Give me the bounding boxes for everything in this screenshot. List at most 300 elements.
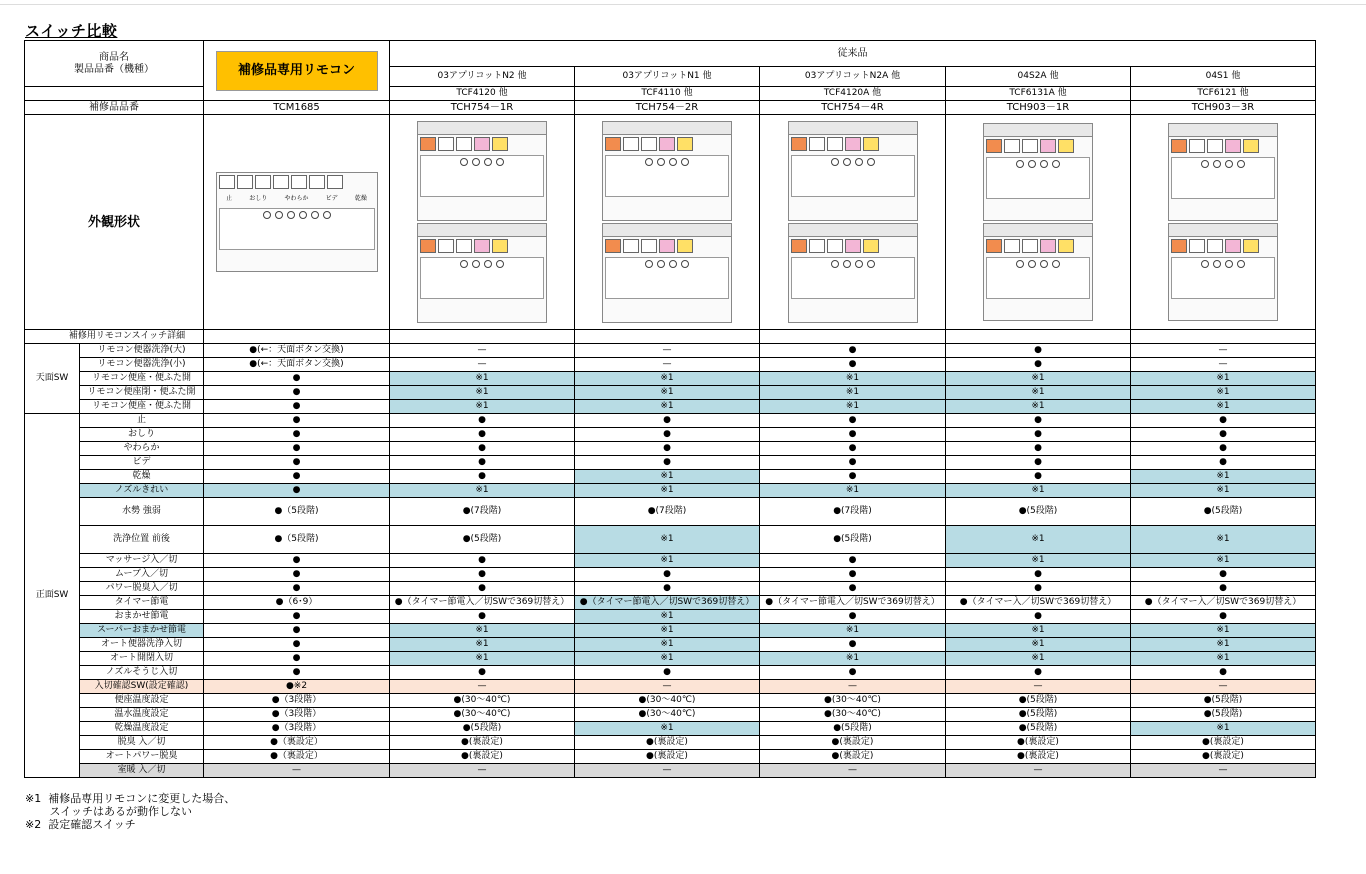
part-no-3: TCH754－4R	[760, 101, 946, 115]
table-cell: ●(5段階)	[390, 526, 575, 554]
footnote-1: ※1 補修品専用リモコンに変更した場合、	[25, 792, 236, 805]
conventional-remote-image	[983, 123, 1093, 221]
table-cell: ●（タイマー入／切SWで369切替え）	[1131, 596, 1316, 610]
row-label: オート開閉入切	[80, 652, 204, 666]
table-cell: ●	[946, 414, 1131, 428]
row-label: タイマー節電	[80, 596, 204, 610]
conventional-remote-image	[417, 223, 547, 323]
remote-dot-icon	[669, 158, 677, 166]
detail-empty	[760, 330, 946, 344]
table-cell: ●	[946, 568, 1131, 582]
conventional-remote-image	[417, 121, 547, 221]
table-cell: ●	[390, 470, 575, 484]
table-cell: ●	[946, 610, 1131, 624]
remote-dot-icon	[855, 260, 863, 268]
table-cell: —	[946, 680, 1131, 694]
row-label: 乾燥	[80, 470, 204, 484]
remote-button-icon	[863, 137, 879, 151]
remote-button-icon	[641, 239, 657, 253]
table-cell: ※1	[1131, 526, 1316, 554]
table-cell: ※1	[575, 638, 760, 652]
remote-label-dry: 乾燥	[354, 195, 367, 202]
table-cell: ●(裏設定)	[760, 736, 946, 750]
remote-dot-icon	[843, 158, 851, 166]
appearance-model-1	[390, 115, 575, 330]
table-cell: ●（タイマー節電入／切SWで369切替え）	[390, 596, 575, 610]
table-cell: ●	[575, 582, 760, 596]
remote-button-icon	[659, 137, 675, 151]
remote-dot-icon	[1201, 260, 1209, 268]
table-cell: ●	[204, 652, 390, 666]
table-cell: ●	[390, 414, 575, 428]
table-cell: ●	[1131, 442, 1316, 456]
table-cell: ※1	[390, 624, 575, 638]
table-cell: ※1	[760, 624, 946, 638]
row-label: 止	[80, 414, 204, 428]
table-cell: ●	[946, 442, 1131, 456]
table-row	[25, 736, 1316, 750]
remote-button-icon	[1004, 139, 1020, 153]
table-cell: ●	[204, 442, 390, 456]
table-cell: ※1	[575, 526, 760, 554]
remote-dot-icon	[645, 260, 653, 268]
table-cell: ●	[946, 456, 1131, 470]
model-name-5: 04S1 他	[1131, 67, 1316, 87]
remote-button-icon	[791, 239, 807, 253]
remote-button-icon	[845, 239, 861, 253]
table-cell: ●	[1131, 428, 1316, 442]
table-cell: ●	[575, 442, 760, 456]
remote-control-panel	[986, 257, 1090, 299]
table-cell: ●	[204, 414, 390, 428]
remote-dot-icon	[657, 158, 665, 166]
part-no-4: TCH903－1R	[946, 101, 1131, 115]
conventional-remote-image	[983, 223, 1093, 321]
remote-button-row	[984, 137, 1092, 155]
part-no-2: TCH754－2R	[575, 101, 760, 115]
table-cell: —	[575, 764, 760, 778]
remote-button-icon	[1171, 239, 1187, 253]
remote-dot-icon	[1213, 160, 1221, 168]
model-sub-1: TCF4120 他	[390, 87, 575, 101]
remote-dot-icon	[323, 211, 331, 219]
row-label: リモコン便座閉・便ふた開	[80, 386, 204, 400]
remote-dot-icon	[496, 158, 504, 166]
row-label: オートパワー脱臭	[80, 750, 204, 764]
detail-empty	[946, 330, 1131, 344]
remote-top-bar	[984, 124, 1092, 137]
table-cell: —	[575, 680, 760, 694]
table-cell: ●（タイマー節電入／切SWで369切替え）	[760, 596, 946, 610]
table-cell: ●	[204, 568, 390, 582]
model-sub-3: TCF4120A 他	[760, 87, 946, 101]
remote-dot-icon	[1040, 160, 1048, 168]
appearance-label: 外観形状	[25, 115, 204, 330]
table-cell: ●(5段階)	[946, 708, 1131, 722]
table-cell: ●(30～40℃)	[760, 708, 946, 722]
row-label: 水勢 強弱	[80, 498, 204, 526]
remote-button-icon	[492, 239, 508, 253]
remote-button-icon	[255, 175, 271, 189]
table-cell: ●	[760, 554, 946, 568]
remote-dot-icon	[263, 211, 271, 219]
remote-button-icon	[1207, 239, 1223, 253]
table-cell: ●	[204, 428, 390, 442]
appearance-model-5	[1131, 115, 1316, 330]
table-row	[25, 498, 1316, 526]
table-cell: —	[1131, 358, 1316, 372]
table-cell: ●	[390, 456, 575, 470]
conventional-remote-image	[602, 223, 732, 323]
table-cell: ●(裏設定)	[1131, 736, 1316, 750]
table-cell: ※1	[390, 652, 575, 666]
detail-empty	[390, 330, 575, 344]
remote-button-icon	[1040, 239, 1056, 253]
remote-button-row	[789, 135, 917, 153]
table-row	[25, 680, 1316, 694]
spacer-cell	[25, 87, 204, 101]
remote-dot-icon	[1052, 160, 1060, 168]
appearance-model-4	[946, 115, 1131, 330]
table-cell: ●	[760, 414, 946, 428]
table-cell: ※1	[1131, 470, 1316, 484]
table-cell: ※1	[575, 610, 760, 624]
remote-top-bar	[1169, 124, 1277, 137]
table-cell: ●(7段階)	[575, 498, 760, 526]
remote-button-row	[789, 237, 917, 255]
conventional-remote-image	[602, 121, 732, 221]
switch-comparison-table	[24, 40, 1316, 778]
remote-button-row	[984, 237, 1092, 255]
remote-button-icon	[456, 137, 472, 151]
table-cell: ●	[946, 428, 1131, 442]
row-label: 温水温度設定	[80, 708, 204, 722]
remote-button-icon	[1022, 239, 1038, 253]
table-cell: ●(5段階)	[760, 722, 946, 736]
appearance-model-3	[760, 115, 946, 330]
table-cell: —	[390, 680, 575, 694]
row-label: ビデ	[80, 456, 204, 470]
remote-button-icon	[623, 137, 639, 151]
table-cell: ●	[1131, 666, 1316, 680]
remote-button-icon	[809, 239, 825, 253]
remote-top-bar	[984, 224, 1092, 237]
remote-dot-icon	[1237, 260, 1245, 268]
table-cell: ※1	[946, 386, 1131, 400]
table-row	[25, 484, 1316, 498]
table-cell: —	[1131, 764, 1316, 778]
remote-button-icon	[1004, 239, 1020, 253]
remote-button-icon	[641, 137, 657, 151]
model-sub-4: TCF6131A 他	[946, 87, 1131, 101]
table-cell: ●(30～40℃)	[390, 694, 575, 708]
table-row	[25, 442, 1316, 456]
repair-remote-badge: 補修品専用リモコン	[216, 51, 378, 91]
table-cell: ●	[946, 470, 1131, 484]
remote-button-icon	[1058, 139, 1074, 153]
table-cell: ●(裏設定)	[575, 750, 760, 764]
table-cell: ※1	[760, 372, 946, 386]
row-label: 乾燥温度設定	[80, 722, 204, 736]
remote-button-icon	[474, 137, 490, 151]
table-cell: ●	[390, 568, 575, 582]
table-cell: ●(5段階)	[946, 498, 1131, 526]
remote-top-buttons	[217, 173, 377, 191]
table-cell: ●	[1131, 582, 1316, 596]
table-cell: ●	[946, 666, 1131, 680]
row-label: やわらか	[80, 442, 204, 456]
table-cell: ※1	[760, 652, 946, 666]
table-cell: ●	[946, 358, 1131, 372]
table-cell: ●	[390, 442, 575, 456]
model-sub-2: TCF4110 他	[575, 87, 760, 101]
table-cell: ●	[760, 568, 946, 582]
table-cell: ●	[1131, 414, 1316, 428]
table-cell: ●(裏設定)	[390, 736, 575, 750]
table-row	[25, 456, 1316, 470]
table-cell: ●（3段階）	[204, 708, 390, 722]
table-row	[25, 666, 1316, 680]
remote-top-bar	[789, 224, 917, 237]
remote-label-yawaraka: やわらか	[284, 195, 309, 202]
table-cell: ●	[575, 456, 760, 470]
remote-label-stop: 止	[226, 195, 233, 202]
table-cell: ※1	[760, 400, 946, 414]
appearance-repair-remote	[204, 115, 390, 330]
row-label: おまかせ節電	[80, 610, 204, 624]
table-cell: ●※2	[204, 680, 390, 694]
table-cell: ●(←：天面ボタン交換)	[204, 358, 390, 372]
row-label: スーパーおまかせ節電	[80, 624, 204, 638]
remote-button-icon	[1243, 139, 1259, 153]
model-no-label: 製品品番（機種）	[74, 63, 154, 75]
conventional-remote-image	[1168, 223, 1278, 321]
remote-dot-icon	[1028, 160, 1036, 168]
table-cell: ●	[760, 610, 946, 624]
table-row	[25, 638, 1316, 652]
table-row	[25, 750, 1316, 764]
table-row	[25, 694, 1316, 708]
remote-label-oshiri: おしり	[249, 195, 268, 202]
remote-button-icon	[1058, 239, 1074, 253]
table-cell: ●	[760, 638, 946, 652]
remote-button-icon	[809, 137, 825, 151]
remote-button-row	[603, 135, 731, 153]
remote-dot-icon	[1201, 160, 1209, 168]
table-cell: ※1	[575, 484, 760, 498]
table-cell: ●	[204, 386, 390, 400]
table-cell: ●	[204, 610, 390, 624]
remote-button-icon	[1022, 139, 1038, 153]
table-cell: ●	[204, 554, 390, 568]
remote-dot-icon	[1028, 260, 1036, 268]
table-cell: ●	[575, 414, 760, 428]
table-cell: ※1	[575, 722, 760, 736]
table-cell: ●	[204, 470, 390, 484]
table-cell: ●(5段階)	[946, 722, 1131, 736]
footnote-1-cont: スイッチはあるが動作しない	[25, 805, 193, 818]
remote-top-bar	[418, 224, 546, 237]
remote-button-icon	[1243, 239, 1259, 253]
table-cell: ●(5段階)	[1131, 498, 1316, 526]
remote-dot-icon	[681, 260, 689, 268]
table-row	[25, 582, 1316, 596]
table-cell: —	[204, 764, 390, 778]
table-cell: ※1	[1131, 722, 1316, 736]
table-cell: ●	[946, 344, 1131, 358]
part-no-0: TCM1685	[204, 101, 390, 115]
remote-button-icon	[845, 137, 861, 151]
remote-dot-icon	[867, 260, 875, 268]
repair-remote-header	[204, 41, 390, 101]
table-row	[25, 652, 1316, 666]
remote-button-icon	[219, 175, 235, 189]
table-cell: ※1	[575, 400, 760, 414]
remote-main-labels	[217, 191, 377, 206]
remote-control-panel	[1171, 157, 1275, 199]
header-product	[25, 41, 204, 87]
row-label: マッサージ入／切	[80, 554, 204, 568]
table-cell: ●	[760, 456, 946, 470]
remote-lower-panel	[219, 208, 375, 250]
remote-top-bar	[789, 122, 917, 135]
repair-remote-image	[216, 172, 378, 272]
table-cell: ●	[760, 666, 946, 680]
table-cell: —	[946, 764, 1131, 778]
table-cell: ●	[760, 582, 946, 596]
remote-dot-icon	[1225, 260, 1233, 268]
table-cell: ●	[760, 344, 946, 358]
remote-button-icon	[986, 139, 1002, 153]
table-row	[25, 526, 1316, 554]
remote-button-icon	[420, 137, 436, 151]
table-cell: ●	[204, 372, 390, 386]
table-cell: ※1	[575, 652, 760, 666]
table-row	[25, 596, 1316, 610]
remote-button-icon	[827, 239, 843, 253]
remote-button-icon	[456, 239, 472, 253]
table-cell: ※1	[575, 554, 760, 568]
remote-dot-icon	[1016, 260, 1024, 268]
row-label: 洗浄位置 前後	[80, 526, 204, 554]
row-label: 入切確認SW(設定確認)	[80, 680, 204, 694]
table-cell: ※1	[575, 386, 760, 400]
remote-button-icon	[605, 137, 621, 151]
remote-button-row	[418, 237, 546, 255]
table-cell: ●	[390, 610, 575, 624]
table-cell: ※1	[390, 386, 575, 400]
table-cell: ●	[575, 428, 760, 442]
top-divider	[0, 4, 1366, 5]
conventional-remote-image	[1168, 123, 1278, 221]
remote-button-icon	[438, 137, 454, 151]
table-cell: ●(裏設定)	[946, 736, 1131, 750]
table-cell: ●	[760, 358, 946, 372]
appearance-model-2	[575, 115, 760, 330]
remote-button-row	[603, 237, 731, 255]
remote-dot-icon	[1052, 260, 1060, 268]
table-cell: ●	[204, 456, 390, 470]
table-cell: ●(裏設定)	[760, 750, 946, 764]
table-cell: ●	[575, 666, 760, 680]
table-row	[25, 358, 1316, 372]
table-cell: ●（タイマー節電入／切SWで369切替え）	[575, 596, 760, 610]
row-label: リモコン便座・便ふた開	[80, 400, 204, 414]
conventional-remote-image	[788, 223, 918, 323]
table-cell: ●（3段階）	[204, 694, 390, 708]
table-row	[25, 428, 1316, 442]
remote-dot-icon	[1016, 160, 1024, 168]
table-cell: ●	[204, 666, 390, 680]
remote-button-icon	[605, 239, 621, 253]
remote-button-icon	[273, 175, 289, 189]
remote-dot-icon	[1213, 260, 1221, 268]
table-cell: ※1	[1131, 400, 1316, 414]
table-cell: ●（6･9）	[204, 596, 390, 610]
table-cell: ●(5段階)	[390, 722, 575, 736]
table-cell: ●(7段階)	[390, 498, 575, 526]
remote-button-icon	[1225, 139, 1241, 153]
remote-dot-icon	[460, 260, 468, 268]
remote-dot-icon	[681, 158, 689, 166]
remote-top-bar	[603, 122, 731, 135]
remote-dot-icon	[472, 260, 480, 268]
remote-button-icon	[986, 239, 1002, 253]
remote-dot-icon	[867, 158, 875, 166]
table-cell: —	[390, 764, 575, 778]
detail-empty	[204, 330, 390, 344]
remote-dot-icon	[311, 211, 319, 219]
table-row	[25, 610, 1316, 624]
footnotes	[25, 792, 235, 831]
remote-control-panel	[1171, 257, 1275, 299]
page-title: スイッチ比較	[25, 22, 118, 40]
row-label: リモコン便座・便ふた開	[80, 372, 204, 386]
remote-button-row	[1169, 137, 1277, 155]
table-cell: ●(30～40℃)	[390, 708, 575, 722]
remote-button-icon	[623, 239, 639, 253]
table-cell: ●（タイマー入／切SWで369切替え）	[946, 596, 1131, 610]
remote-button-icon	[327, 175, 343, 189]
table-row	[25, 624, 1316, 638]
remote-dot-icon	[287, 211, 295, 219]
remote-dot-icon	[855, 158, 863, 166]
table-row	[25, 722, 1316, 736]
table-cell: ※1	[946, 400, 1131, 414]
remote-control-panel	[605, 155, 729, 197]
table-cell: ※1	[946, 554, 1131, 568]
table-cell: ※1	[946, 526, 1131, 554]
remote-dot-icon	[472, 158, 480, 166]
remote-button-icon	[492, 137, 508, 151]
table-cell: ※1	[946, 372, 1131, 386]
table-row	[25, 764, 1316, 778]
conventional-remote-image	[788, 121, 918, 221]
row-label: 便座温度設定	[80, 694, 204, 708]
remote-dot-icon	[645, 158, 653, 166]
category-front-sw: 正面SW	[25, 414, 80, 778]
table-cell: ●	[946, 582, 1131, 596]
remote-button-icon	[677, 239, 693, 253]
row-label: リモコン便器洗浄(小)	[80, 358, 204, 372]
remote-top-bar	[418, 122, 546, 135]
remote-dot-icon	[484, 158, 492, 166]
remote-control-panel	[986, 157, 1090, 199]
remote-button-icon	[420, 239, 436, 253]
remote-dot-icon	[275, 211, 283, 219]
remote-top-bar	[1169, 224, 1277, 237]
table-cell: ※1	[1131, 624, 1316, 638]
